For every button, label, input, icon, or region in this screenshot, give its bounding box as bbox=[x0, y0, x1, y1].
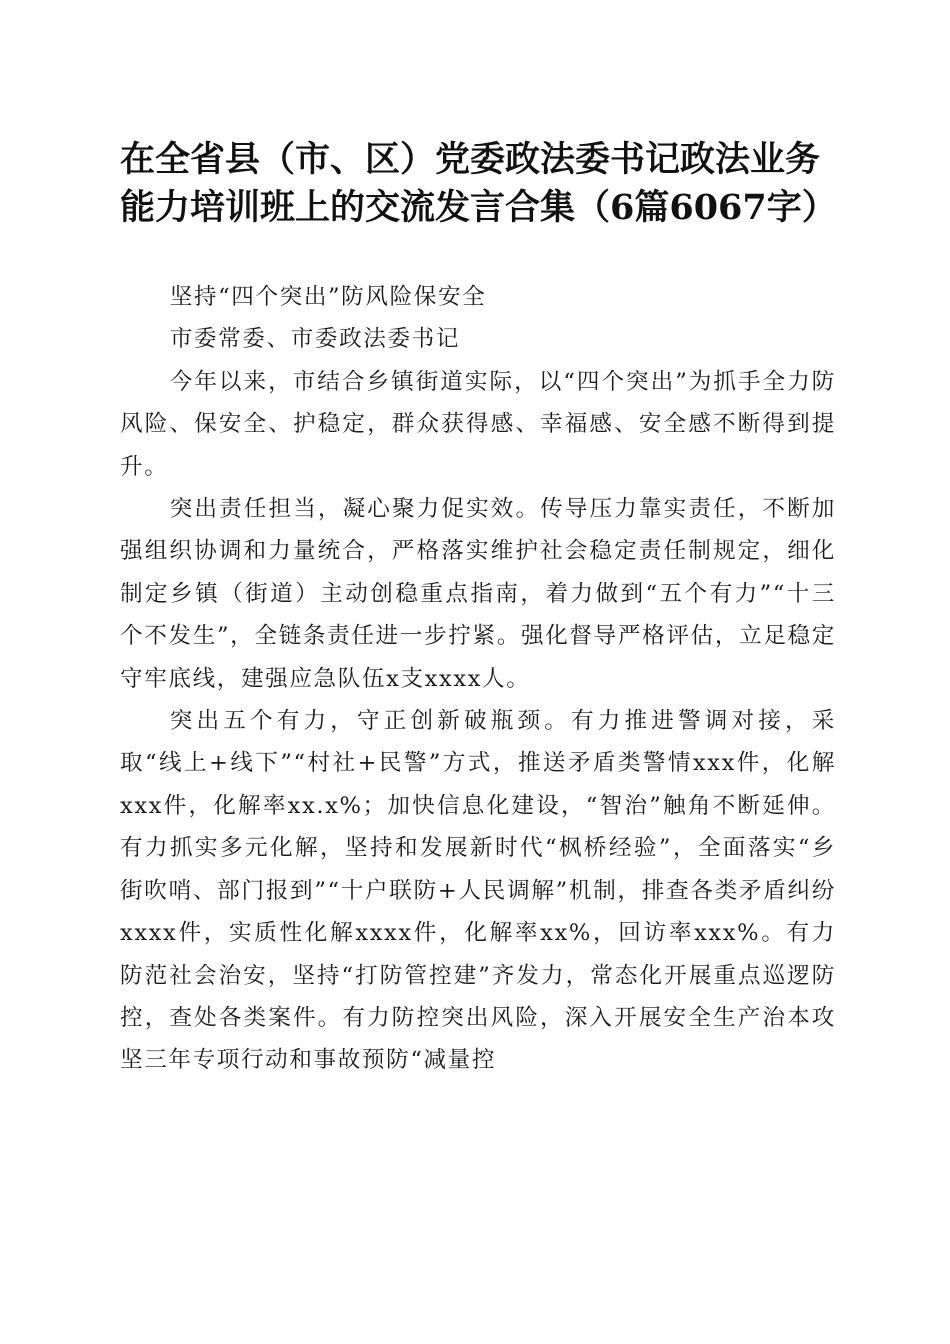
body-paragraph-responsibility: 突出责任担当，凝心聚力促实效。传导压力靠实责任，不断加强组织协调和力量统合，严格落实维护社会稳定责任制规定，细化制定乡镇（街道）主动创稳重点指南，着力做到“五个有力”“十三个不发生”，全链条责任进一步拧紧。强化督导严格评估，立足稳定守牢底线，建强应急队伍x支xxxx人。 bbox=[120, 496, 836, 692]
document-body bbox=[120, 276, 836, 1082]
subtitle-paragraph: 坚持“四个突出”防风险保安全 bbox=[169, 284, 487, 310]
document-title bbox=[120, 136, 840, 232]
title-line-2: 能力培训班上的交流发言合集（6篇6067字） bbox=[120, 187, 837, 228]
author-paragraph: 市委常委、市委政法委书记 bbox=[169, 326, 461, 353]
body-paragraph-five-efforts: 突出五个有力，守正创新破瓶颈。有力推进警调对接，采取“线上+线下”“村社+民警”方式，推送矛盾类警情xxx件，化解xxx件，化解率xx.x%；加快信息化建设，“智治”触角不断延伸。有力抓实多元化解，坚持和发展新时代“枫桥经验”，全面落实“乡街吹哨、部门报到”“十户联防+人民调解”机制，排查各类矛盾纠纷xxxx件，实质性化解xxxx件，化解率xx%，回访率xxx%。有力防范社会治安，坚持“打防管控建”齐发力，常态化开展重点巡逻防控，查处各类案件。有力防控突出风险，深入开展安全生产治本攻坚三年专项行动和事故预防“减量控 bbox=[120, 708, 836, 1074]
title-line-1: 在全省县（市、区）党委政法委书记政法业务 bbox=[120, 139, 821, 180]
body-paragraph-intro: 今年以来，市结合乡镇街道实际，以“四个突出”为抓手全力防风险、保安全、护稳定，群众获得感、幸福感、安全感不断得到提升。 bbox=[120, 368, 836, 480]
